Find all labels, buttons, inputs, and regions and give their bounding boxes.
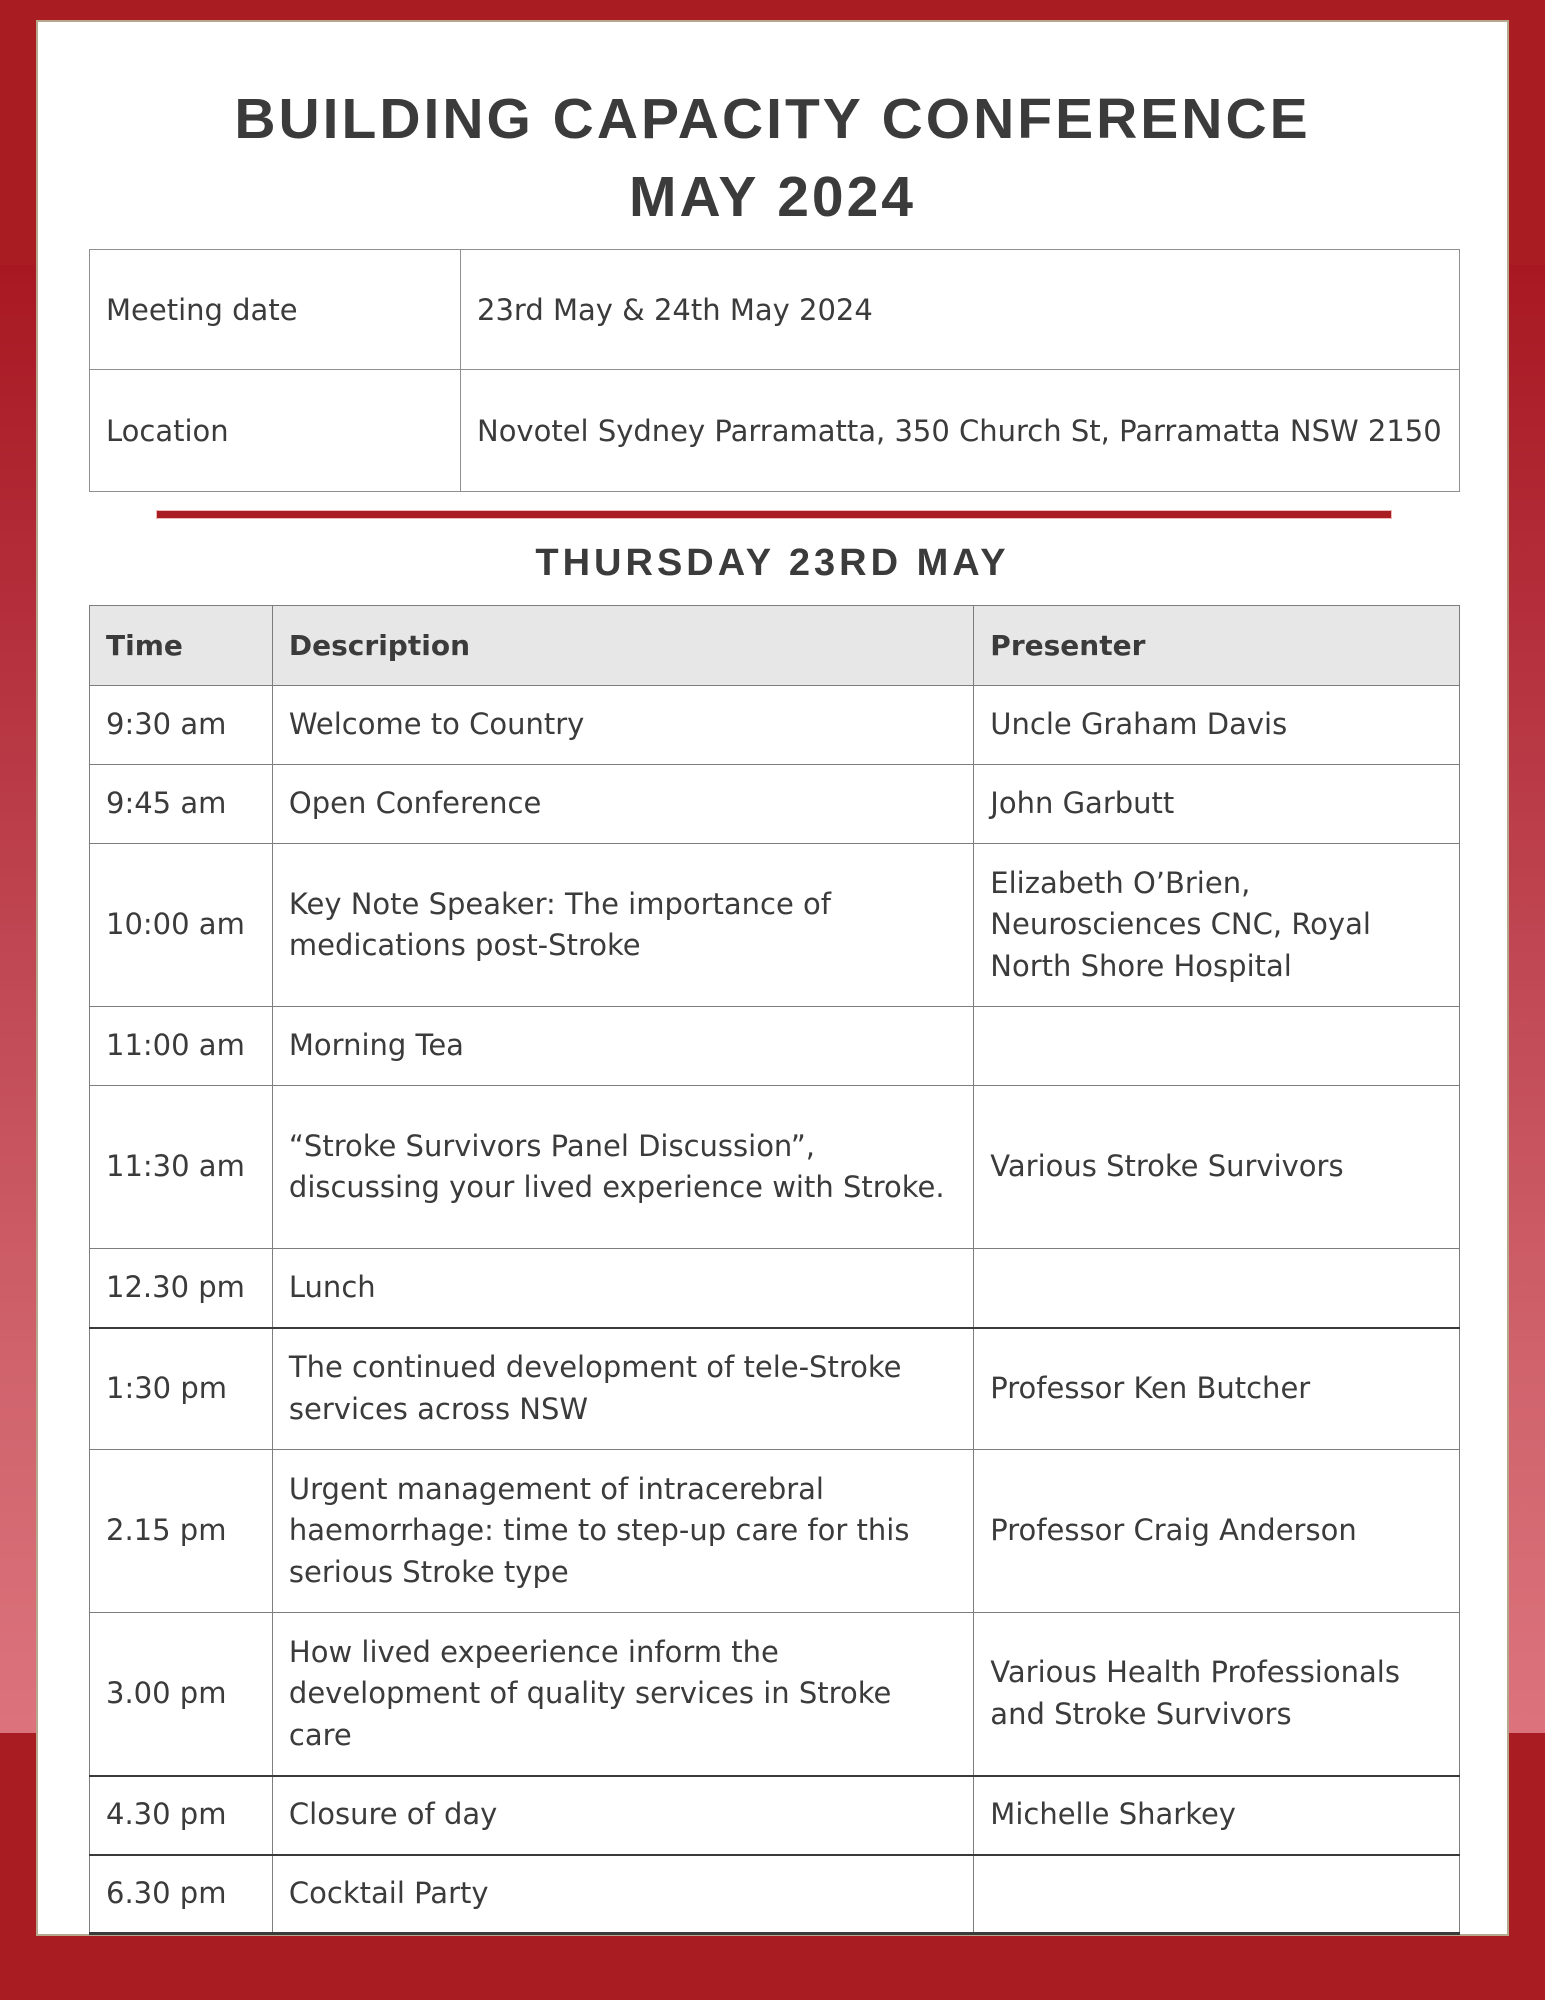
- info-label: Meeting date: [90, 250, 461, 370]
- cell-description: Cocktail Party: [272, 1855, 973, 1934]
- red-divider: [156, 510, 1392, 519]
- table-row: [90, 686, 1460, 765]
- cell-presenter: Various Health Professionals and Stroke Survivors: [974, 1613, 1460, 1776]
- title-line-1: BUILDING CAPACITY CONFERENCE: [234, 87, 1311, 151]
- cell-description: Open Conference: [272, 765, 973, 844]
- table-row: [90, 765, 1460, 844]
- column-header-description: Description: [272, 606, 973, 686]
- column-header-presenter: Presenter: [974, 606, 1460, 686]
- table-row: [90, 1450, 1460, 1613]
- cell-description: Urgent management of intracerebral haemorrhage: time to step-up care for this serious Stroke type: [272, 1450, 973, 1613]
- schedule-header-row: [90, 606, 1460, 686]
- cell-presenter: Uncle Graham Davis: [974, 686, 1460, 765]
- cell-presenter: Elizabeth O’Brien, Neurosciences CNC, Royal North Shore Hospital: [974, 844, 1460, 1007]
- info-label: Location: [90, 370, 461, 492]
- cell-presenter: Professor Craig Anderson: [974, 1450, 1460, 1613]
- cell-description: “Stroke Survivors Panel Discussion”, discussing your lived experience with Stroke.: [272, 1086, 973, 1249]
- table-row: [90, 1328, 1460, 1450]
- cell-time: 10:00 am: [90, 844, 273, 1007]
- page-title: [38, 80, 1507, 236]
- table-row: [90, 844, 1460, 1007]
- cell-time: 11:30 am: [90, 1086, 273, 1249]
- cell-time: 12.30 pm: [90, 1249, 273, 1328]
- day-heading: THURSDAY 23RD MAY: [535, 542, 1010, 584]
- table-row: [90, 1855, 1460, 1934]
- table-row: [90, 1613, 1460, 1776]
- table-row: [90, 1086, 1460, 1249]
- info-value: 23rd May & 24th May 2024: [461, 250, 1460, 370]
- table-row: [90, 1007, 1460, 1086]
- cell-time: 3.00 pm: [90, 1613, 273, 1776]
- cell-time: 2.15 pm: [90, 1450, 273, 1613]
- cell-description: Welcome to Country: [272, 686, 973, 765]
- document-page: [36, 20, 1509, 1936]
- meeting-info-table: [89, 249, 1460, 492]
- column-header-time: Time: [90, 606, 273, 686]
- info-row-meeting-date: [90, 250, 1460, 370]
- cell-description: How lived expeerience inform the development of quality services in Stroke care: [272, 1613, 973, 1776]
- title-line-2: MAY 2024: [628, 165, 917, 229]
- cell-presenter: Various Stroke Survivors: [974, 1086, 1460, 1249]
- cell-presenter: [974, 1249, 1460, 1328]
- cell-presenter: John Garbutt: [974, 765, 1460, 844]
- table-row: [90, 1249, 1460, 1328]
- info-row-location: [90, 370, 1460, 492]
- cell-description: Morning Tea: [272, 1007, 973, 1086]
- cell-presenter: Professor Ken Butcher: [974, 1328, 1460, 1450]
- cell-time: 11:00 am: [90, 1007, 273, 1086]
- schedule-table: [89, 605, 1460, 1935]
- cell-time: 9:45 am: [90, 765, 273, 844]
- cell-description: Lunch: [272, 1249, 973, 1328]
- cell-description: Key Note Speaker: The importance of medications post-Stroke: [272, 844, 973, 1007]
- cell-time: 1:30 pm: [90, 1328, 273, 1450]
- cell-presenter: [974, 1007, 1460, 1086]
- cell-description: Closure of day: [272, 1776, 973, 1855]
- info-value: Novotel Sydney Parramatta, 350 Church St, Parramatta NSW 2150: [461, 370, 1460, 492]
- cell-presenter: [974, 1855, 1460, 1934]
- cell-description: The continued development of tele-Stroke services across NSW: [272, 1328, 973, 1450]
- cell-time: 6.30 pm: [90, 1855, 273, 1934]
- table-row: [90, 1776, 1460, 1855]
- cell-presenter: Michelle Sharkey: [974, 1776, 1460, 1855]
- cell-time: 4.30 pm: [90, 1776, 273, 1855]
- cell-time: 9:30 am: [90, 686, 273, 765]
